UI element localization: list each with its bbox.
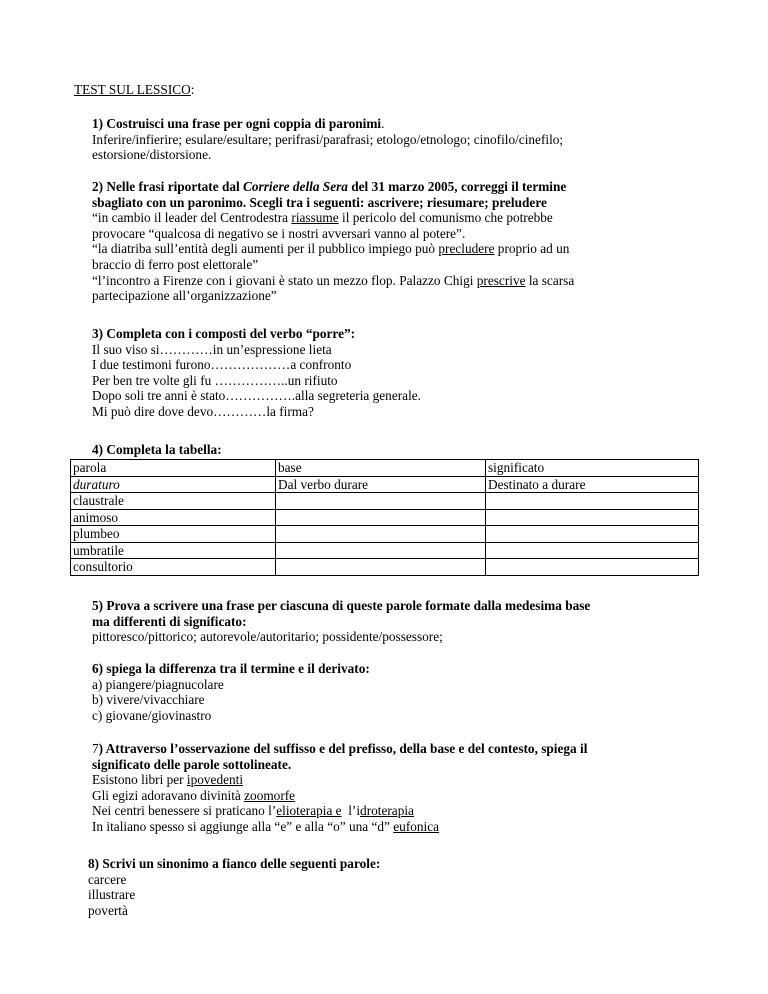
underlined-word: zoomorfe: [244, 787, 296, 803]
table-row: [71, 526, 699, 543]
table-cell[interactable]: [276, 509, 486, 526]
table-cell: Dal verbo durare: [276, 476, 486, 493]
underlined-word: elioterapia e: [276, 803, 342, 819]
exercise-7-line-1-text: Esistono libri per: [92, 772, 187, 788]
newspaper-name: Corriere della Sera: [243, 179, 348, 194]
quote-3-line-1: [92, 273, 712, 289]
exercise-8-heading: 8) Scrivi un sinonimo a fianco delle seguenti parole:: [88, 856, 381, 871]
table-cell[interactable]: [276, 542, 486, 559]
quote-1-a: “in cambio il leader del Centrodestra: [92, 210, 292, 226]
exercise-8-word: carcere: [88, 871, 127, 887]
table-row: [71, 542, 699, 559]
table-row: [71, 559, 699, 576]
table-cell: Destinato a durare: [486, 476, 699, 493]
quote-2-b: proprio ad un: [494, 241, 570, 257]
exercise-3-line: Per ben tre volte gli fu ……………..un rifiuto: [92, 372, 338, 388]
exercise-3: [92, 326, 712, 420]
exercise-6-heading: 6) spiega la differenza tra il termine e il derivato:: [92, 661, 370, 676]
exercise-6-line: c) giovane/giovinastro: [92, 707, 212, 723]
exercise-2-heading-2: sbagliato con un paronimo. Scegli tra i seguenti: ascrivere; riesumare; preludere: [92, 194, 547, 210]
exercise-3-line: Mi può dire dove devo…………la firma?: [92, 403, 314, 419]
exercise-7-line-3: [92, 803, 712, 819]
quote-2-underlined: precludere: [438, 241, 495, 257]
exercise-7-heading-2: significato delle parole sottolineate.: [92, 756, 292, 772]
table-cell[interactable]: [486, 509, 699, 526]
table-cell[interactable]: [276, 526, 486, 543]
quote-3-a: “l’incontro a Firenze con i giovani è stato un mezzo flop. Palazzo Chigi: [92, 272, 477, 288]
vocabulary-table: [70, 459, 699, 576]
exercise-7-line-1: [92, 772, 712, 788]
quote-3-b: la scarsa: [525, 272, 575, 288]
exercise-3-line: I due testimoni furono………………a confronto: [92, 357, 352, 373]
exercise-7-line-4: [92, 819, 712, 835]
table-cell: umbratile: [71, 542, 276, 559]
table-row: [71, 476, 699, 493]
title-text: TEST SUL LESSICO: [74, 82, 191, 97]
quote-1-line-2: provocare “qualcosa di negativo se i nostri avversari vanno al potere”.: [92, 225, 466, 241]
title-colon: :: [190, 82, 195, 97]
table-header-row: [71, 460, 699, 477]
exercise-3-heading: 3) Completa con i composti del verbo “porre”:: [92, 326, 356, 341]
exercise-7-heading-rest: ) Attraverso l’osservazione del suffisso e del prefisso, della base e del contesto, spiega il: [98, 741, 588, 756]
table-cell[interactable]: [276, 559, 486, 576]
exercise-1-heading-end: .: [381, 116, 385, 131]
table-cell[interactable]: [486, 559, 699, 576]
exercise-4-heading: 4) Completa la tabella:: [92, 442, 222, 457]
exercise-2-heading-c: del 31 marzo 2005, correggi il termine: [347, 179, 567, 194]
quote-1-b: il pericolo del comunismo che potrebbe: [338, 210, 553, 226]
exercise-3-line: Il suo viso si…………in un’espressione lieta: [92, 341, 332, 357]
quote-2-line-1: [92, 241, 712, 257]
table-cell[interactable]: [486, 493, 699, 510]
exercise-5-line: pittoresco/pittorico; autorevole/autoritario; possidente/possessore;: [92, 629, 443, 645]
exercise-6: [92, 661, 712, 723]
table-cell: plumbeo: [71, 526, 276, 543]
table-cell: consultorio: [71, 559, 276, 576]
exercise-7-line-4-text: In italiano spesso si aggiunge alla “e” e alla “o” una “d”: [92, 818, 394, 834]
exercise-1-line2: estorsione/distorsione.: [92, 147, 212, 163]
exercise-7-line-3-mid: l’i: [341, 803, 361, 819]
exercise-3-line: Dopo soli tre anni è stato…………….alla segreteria generale.: [92, 388, 421, 404]
exercise-5: [92, 598, 712, 645]
table-cell[interactable]: [276, 493, 486, 510]
exercise-1-heading: 1) Costruisci una frase per ogni coppia di paronimi: [92, 116, 382, 131]
exercise-1: [92, 116, 712, 163]
table-cell: significato: [486, 460, 699, 477]
underlined-word: eufonica: [393, 818, 440, 834]
exercise-8-word: illustrare: [88, 887, 136, 903]
table-cell: animoso: [71, 509, 276, 526]
exercise-2: [92, 179, 712, 304]
exercise-7-number: 7: [92, 741, 99, 756]
exercise-6-line: a) piangere/piagnucolare: [92, 676, 224, 692]
exercise-2-heading-1: [92, 179, 712, 195]
exercise-5-heading-1: 5) Prova a scrivere una frase per ciascuna di queste parole formate dalla medesima base: [92, 598, 591, 613]
table-cell: duraturo: [71, 476, 276, 493]
exercise-7: [92, 741, 712, 835]
table-cell: base: [276, 460, 486, 477]
document-title: [74, 82, 194, 98]
quote-3-underlined: prescrive: [476, 272, 526, 288]
table-cell[interactable]: [486, 542, 699, 559]
table-row: [71, 493, 699, 510]
underlined-word: droterapia: [360, 803, 414, 819]
quote-1-underlined: riassume: [291, 210, 339, 226]
exercise-7-line-2: [92, 788, 712, 804]
table-row: [71, 509, 699, 526]
quote-3-line-2: partecipazione all’organizzazione”: [92, 288, 277, 304]
table-cell: claustrale: [71, 493, 276, 510]
exercise-4: [92, 442, 712, 458]
exercise-7-heading-1: [92, 741, 712, 757]
table-cell[interactable]: [486, 526, 699, 543]
quote-1-line-1: [92, 210, 712, 226]
underlined-word: ipovedenti: [186, 772, 244, 788]
exercise-7-line-2-text: Gli egizi adoravano divinità: [92, 787, 245, 803]
exercise-6-line: b) vivere/vivacchiare: [92, 692, 205, 708]
exercise-8: [88, 856, 708, 918]
exercise-8-word: povertà: [88, 902, 128, 918]
exercise-1-line1: Inferire/infierire; esulare/esultare; perifrasi/parafrasi; etologo/etnologo; cinofilo/cinefilo;: [92, 131, 564, 147]
quote-2-a: “la diatriba sull’entità degli aumenti per il pubblico impiego può: [92, 241, 439, 257]
quote-2-line-2: braccio di ferro post elettorale”: [92, 256, 259, 272]
table-cell: parola: [71, 460, 276, 477]
exercise-2-heading-a: 2) Nelle frasi riportate dal: [92, 179, 244, 194]
exercise-7-line-3-text: Nei centri benessere si praticano l’: [92, 803, 277, 819]
exercise-5-heading-2: ma differenti di significato:: [92, 613, 247, 629]
